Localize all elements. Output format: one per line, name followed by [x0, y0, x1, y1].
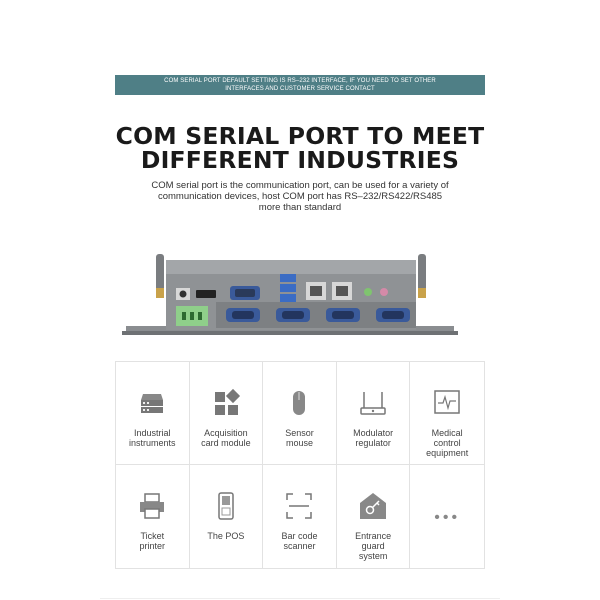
industry-label: Ticket printer	[139, 531, 166, 551]
audio-port-pink	[380, 288, 388, 296]
usb-port-3	[280, 294, 296, 302]
divider	[100, 598, 500, 599]
industry-industrial-instruments	[116, 362, 190, 465]
usb-port-2	[280, 284, 296, 292]
industry-label: The POS	[207, 531, 245, 541]
industry-bar-code-scanner	[263, 465, 337, 568]
device-top	[166, 260, 416, 274]
industry-the-pos	[190, 465, 264, 568]
subtitle-line-3: more than standard	[258, 202, 342, 213]
industry-medical-control-equipment	[410, 362, 484, 465]
banner-line-2: INTERFACES AND CUSTOMER SERVICE CONTACT	[225, 86, 375, 92]
subtitle-line-2: communication devices, host COM port has RS–232/RS422/RS485	[157, 191, 443, 202]
industry-label: Entrance guard system	[355, 531, 392, 561]
pos-terminal-icon	[211, 491, 241, 521]
industry-modulator-regulator	[337, 362, 411, 465]
title-line-1: COM SERIAL PORT TO MEET	[115, 122, 485, 150]
subtitle-line-1: COM serial port is the communication port, can be used for a variety of	[151, 180, 449, 191]
device-port-panel-image	[120, 252, 460, 338]
device-base-edge	[122, 331, 458, 335]
industry-label: Industrial instruments	[129, 428, 176, 448]
industry-label: Bar code scanner	[281, 531, 318, 551]
monitor-pulse-icon	[432, 388, 462, 418]
router-icon	[358, 388, 388, 418]
industry-label: Acquisition card module	[201, 428, 251, 448]
title-line-2: DIFFERENT INDUSTRIES	[140, 146, 460, 174]
house-key-icon	[358, 491, 388, 521]
com-port-4	[376, 308, 410, 322]
industry-more	[410, 465, 484, 568]
printer-icon	[137, 491, 167, 521]
mouse-icon	[284, 388, 314, 418]
page-subtitle	[130, 180, 470, 213]
com-port-3	[326, 308, 360, 322]
com-port-1	[226, 308, 260, 322]
info-banner	[115, 75, 485, 95]
barcode-scanner-icon	[284, 491, 314, 521]
server-rack-icon	[137, 388, 167, 418]
com-port-2	[276, 308, 310, 322]
industry-label: Sensor mouse	[285, 428, 314, 448]
audio-port-green	[364, 288, 372, 296]
industry-entrance-guard-system	[337, 465, 411, 568]
antenna-left-connector	[156, 288, 164, 298]
hdmi-port	[196, 290, 216, 298]
module-blocks-icon	[211, 388, 241, 418]
industries-grid	[115, 361, 485, 569]
banner-line-1: COM SERIAL PORT DEFAULT SETTING IS RS–232 INTERFACE, IF YOU NEED TO SET OTHER	[164, 78, 436, 84]
industry-sensor-mouse	[263, 362, 337, 465]
antenna-right-connector	[418, 288, 426, 298]
industry-acquisition-card-module	[190, 362, 264, 465]
industry-label: Medical control equipment	[426, 428, 469, 458]
more-dots-icon: •••	[434, 509, 461, 526]
industry-label: Modulator regulator	[353, 428, 394, 448]
page-title	[100, 124, 500, 172]
usb-port-1	[280, 274, 296, 282]
industry-ticket-printer	[116, 465, 190, 568]
